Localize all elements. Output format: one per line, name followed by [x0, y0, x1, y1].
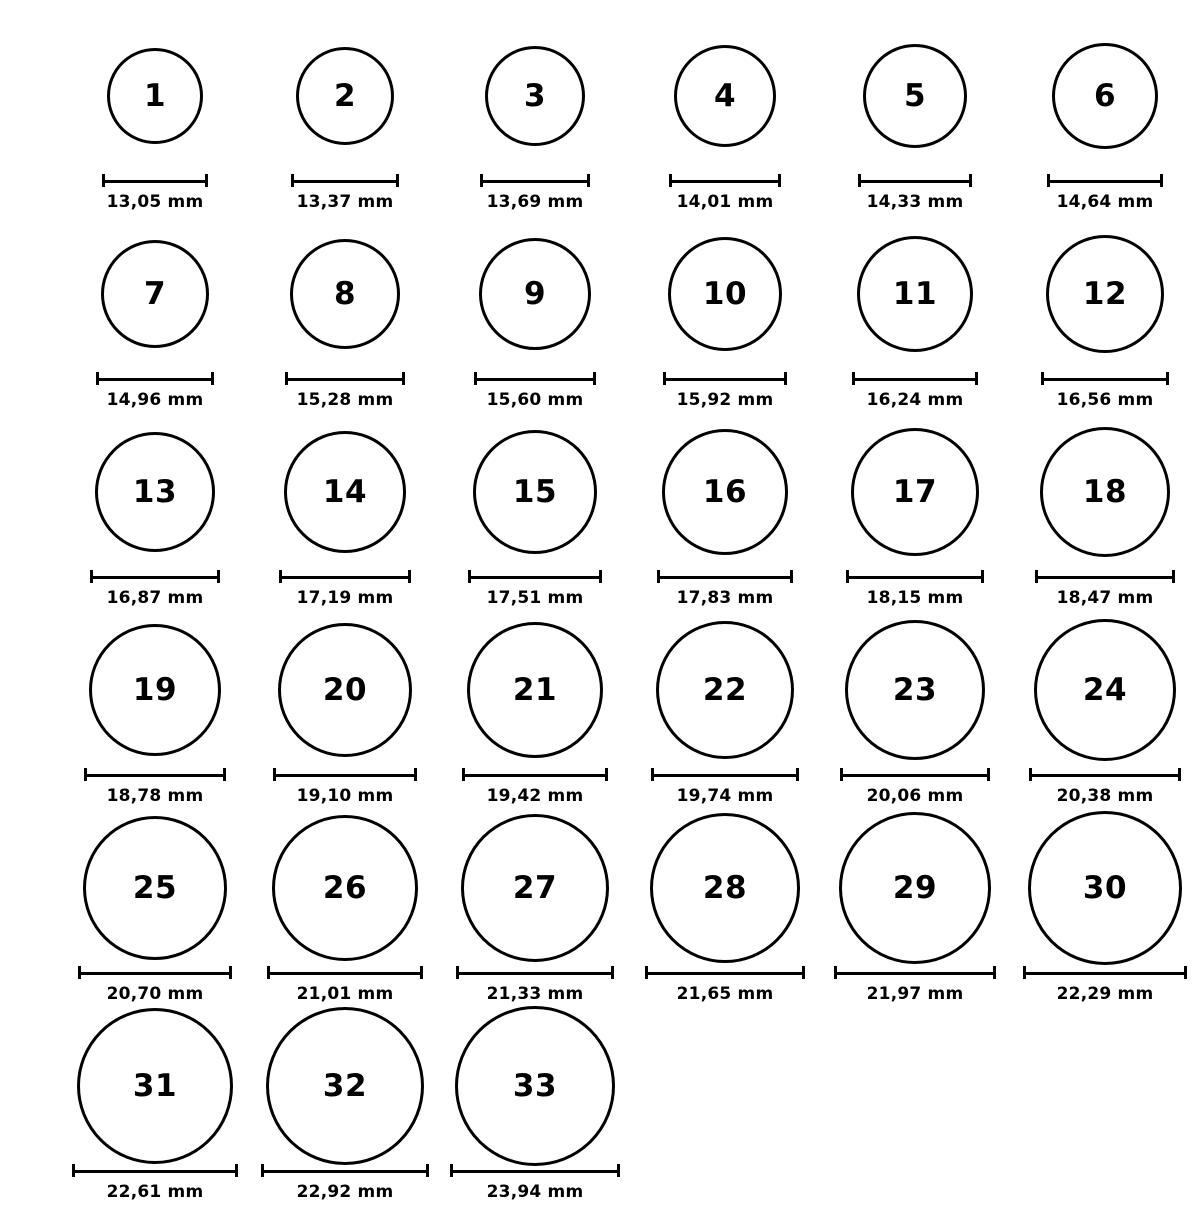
- ring-size-number: 2: [333, 77, 357, 114]
- diameter-measure-bar: [468, 570, 602, 582]
- ring-circle: [455, 1006, 615, 1166]
- ring-size-grid: [60, 20, 1170, 1208]
- measure-tick-left-icon: [846, 570, 849, 583]
- ring-size-number: 27: [512, 869, 558, 906]
- ring-circle-wrap: [250, 1010, 440, 1162]
- ring-size-cell: [630, 20, 820, 218]
- ring-circle-wrap: [60, 20, 250, 172]
- ring-circle: [89, 624, 221, 756]
- ring-circle: [296, 47, 394, 145]
- measure-tick-right-icon: [1178, 768, 1181, 781]
- ring-diameter-label: 15,28 mm: [296, 390, 394, 410]
- ring-diameter-label: 18,47 mm: [1056, 588, 1154, 608]
- ring-circle-wrap: [60, 416, 250, 568]
- diameter-measure-bar: [450, 1164, 620, 1176]
- ring-circle-wrap: [1010, 614, 1200, 766]
- ring-diameter-label: 18,78 mm: [106, 786, 204, 806]
- ring-size-cell: [820, 218, 1010, 416]
- ring-size-cell: [440, 1010, 630, 1208]
- ring-size-number: 32: [322, 1067, 368, 1104]
- measure-tick-right-icon: [778, 174, 781, 187]
- ring-size-number: 7: [143, 275, 167, 312]
- measure-tick-left-icon: [291, 174, 294, 187]
- ring-diameter-label: 16,87 mm: [106, 588, 204, 608]
- ring-size-number: 19: [132, 671, 178, 708]
- ring-diameter-label: 17,19 mm: [296, 588, 394, 608]
- measure-tick-left-icon: [858, 174, 861, 187]
- ring-circle: [485, 46, 585, 146]
- measure-tick-left-icon: [102, 174, 105, 187]
- ring-size-number: 31: [132, 1067, 178, 1104]
- measure-tick-right-icon: [802, 966, 805, 979]
- ring-size-number: 20: [322, 671, 368, 708]
- ring-diameter-label: 21,33 mm: [486, 984, 584, 1004]
- ring-circle: [278, 623, 412, 757]
- measure-tick-right-icon: [796, 768, 799, 781]
- ring-size-number: 25: [132, 869, 178, 906]
- ring-size-cell: [60, 416, 250, 614]
- ring-diameter-label: 21,01 mm: [296, 984, 394, 1004]
- ring-size-cell: [60, 20, 250, 218]
- ring-diameter-label: 20,06 mm: [866, 786, 964, 806]
- measure-tick-left-icon: [480, 174, 483, 187]
- ring-size-cell: [820, 614, 1010, 812]
- ring-circle-wrap: [1010, 812, 1200, 964]
- measure-tick-right-icon: [402, 372, 405, 385]
- ring-circle: [845, 620, 985, 760]
- ring-size-cell: [820, 812, 1010, 1010]
- diameter-measure-bar: [462, 768, 608, 780]
- ring-size-cell: [440, 812, 630, 1010]
- ring-size-number: 4: [713, 77, 737, 114]
- diameter-measure-bar: [669, 174, 781, 186]
- ring-diameter-label: 16,24 mm: [866, 390, 964, 410]
- ring-size-cell: [630, 614, 820, 812]
- ring-diameter-label: 19,42 mm: [486, 786, 584, 806]
- measure-tick-right-icon: [205, 174, 208, 187]
- diameter-measure-bar: [90, 570, 220, 582]
- ring-circle: [863, 44, 967, 148]
- measure-tick-left-icon: [1029, 768, 1032, 781]
- measure-tick-right-icon: [1184, 966, 1187, 979]
- diameter-measure-bar: [858, 174, 972, 186]
- ring-diameter-label: 20,38 mm: [1056, 786, 1154, 806]
- ring-circle-wrap: [440, 1010, 630, 1162]
- ring-circle-wrap: [1010, 416, 1200, 568]
- ring-diameter-label: 14,64 mm: [1056, 192, 1154, 212]
- measure-tick-right-icon: [414, 768, 417, 781]
- ring-diameter-label: 17,51 mm: [486, 588, 584, 608]
- ring-diameter-label: 15,92 mm: [676, 390, 774, 410]
- diameter-measure-bar: [291, 174, 399, 186]
- ring-circle: [656, 621, 794, 759]
- ring-size-cell: [60, 614, 250, 812]
- ring-circle: [1046, 235, 1164, 353]
- ring-size-number: 9: [523, 275, 547, 312]
- ring-size-cell: [1010, 812, 1200, 1010]
- measure-tick-right-icon: [593, 372, 596, 385]
- diameter-measure-bar: [657, 570, 793, 582]
- ring-circle: [272, 815, 418, 961]
- ring-diameter-label: 13,05 mm: [106, 192, 204, 212]
- ring-circle-wrap: [250, 20, 440, 172]
- ring-circle: [77, 1008, 233, 1164]
- diameter-measure-bar: [1041, 372, 1169, 384]
- ring-size-number: 29: [892, 869, 938, 906]
- ring-size-cell: [60, 218, 250, 416]
- ring-size-cell: [1010, 218, 1200, 416]
- ring-size-cell: [250, 1010, 440, 1208]
- ring-circle-wrap: [630, 614, 820, 766]
- ring-circle: [461, 814, 609, 962]
- ring-size-cell: [60, 1010, 250, 1208]
- measure-tick-left-icon: [1041, 372, 1044, 385]
- measure-tick-left-icon: [663, 372, 666, 385]
- ring-diameter-label: 15,60 mm: [486, 390, 584, 410]
- diameter-measure-bar: [480, 174, 590, 186]
- measure-tick-left-icon: [273, 768, 276, 781]
- ring-diameter-label: 23,94 mm: [486, 1182, 584, 1202]
- ring-size-number: 21: [512, 671, 558, 708]
- ring-size-cell: [440, 20, 630, 218]
- ring-size-cell: [820, 416, 1010, 614]
- measure-tick-left-icon: [1047, 174, 1050, 187]
- ring-circle: [1040, 427, 1170, 557]
- ring-size-cell: [630, 218, 820, 416]
- ring-size-number: 26: [322, 869, 368, 906]
- measure-tick-right-icon: [229, 966, 232, 979]
- ring-circle-wrap: [1010, 20, 1200, 172]
- ring-size-cell: [440, 614, 630, 812]
- ring-circle-wrap: [440, 218, 630, 370]
- diameter-measure-bar: [651, 768, 799, 780]
- ring-circle-wrap: [630, 812, 820, 964]
- measure-tick-left-icon: [657, 570, 660, 583]
- measure-tick-left-icon: [84, 768, 87, 781]
- ring-circle-wrap: [1010, 218, 1200, 370]
- ring-diameter-label: 14,01 mm: [676, 192, 774, 212]
- diameter-measure-bar: [1023, 966, 1187, 978]
- measure-tick-right-icon: [975, 372, 978, 385]
- ring-diameter-label: 19,10 mm: [296, 786, 394, 806]
- ring-size-cell: [250, 218, 440, 416]
- measure-tick-left-icon: [468, 570, 471, 583]
- ring-circle: [95, 432, 215, 552]
- ring-circle: [650, 813, 800, 963]
- measure-tick-left-icon: [852, 372, 855, 385]
- ring-size-cell: [630, 812, 820, 1010]
- ring-circle: [668, 237, 782, 351]
- ring-diameter-label: 22,92 mm: [296, 1182, 394, 1202]
- ring-circle: [1028, 811, 1182, 965]
- ring-size-number: 14: [322, 473, 368, 510]
- measure-tick-right-icon: [1160, 174, 1163, 187]
- ring-circle: [101, 240, 209, 348]
- diameter-measure-bar: [645, 966, 805, 978]
- measure-tick-left-icon: [669, 174, 672, 187]
- ring-circle: [674, 45, 776, 147]
- diameter-measure-bar: [834, 966, 996, 978]
- measure-tick-left-icon: [840, 768, 843, 781]
- ring-size-cell: [1010, 20, 1200, 218]
- ring-diameter-label: 13,69 mm: [486, 192, 584, 212]
- diameter-measure-bar: [267, 966, 423, 978]
- measure-tick-right-icon: [408, 570, 411, 583]
- ring-size-cell: [250, 20, 440, 218]
- ring-size-number: 6: [1093, 77, 1117, 114]
- ring-size-number: 23: [892, 671, 938, 708]
- diameter-measure-bar: [102, 174, 208, 186]
- ring-size-number: 3: [523, 77, 547, 114]
- ring-circle-wrap: [820, 20, 1010, 172]
- measure-tick-right-icon: [420, 966, 423, 979]
- diameter-measure-bar: [1035, 570, 1175, 582]
- ring-diameter-label: 17,83 mm: [676, 588, 774, 608]
- measure-tick-right-icon: [426, 1164, 429, 1177]
- diameter-measure-bar: [279, 570, 411, 582]
- ring-diameter-label: 21,97 mm: [866, 984, 964, 1004]
- measure-tick-left-icon: [78, 966, 81, 979]
- measure-tick-left-icon: [279, 570, 282, 583]
- ring-size-number: 18: [1082, 473, 1128, 510]
- measure-tick-right-icon: [981, 570, 984, 583]
- ring-circle: [851, 428, 979, 556]
- ring-circle-wrap: [60, 812, 250, 964]
- measure-tick-right-icon: [790, 570, 793, 583]
- measure-tick-right-icon: [599, 570, 602, 583]
- diameter-measure-bar: [663, 372, 787, 384]
- ring-circle: [839, 812, 991, 964]
- ring-circle: [1034, 619, 1176, 761]
- ring-size-number: 24: [1082, 671, 1128, 708]
- ring-circle: [662, 429, 788, 555]
- ring-circle-wrap: [630, 218, 820, 370]
- ring-size-number: 22: [702, 671, 748, 708]
- ring-circle-wrap: [250, 614, 440, 766]
- ring-size-number: 17: [892, 473, 938, 510]
- measure-tick-right-icon: [587, 174, 590, 187]
- measure-tick-right-icon: [223, 768, 226, 781]
- diameter-measure-bar: [273, 768, 417, 780]
- ring-size-cell: [630, 416, 820, 614]
- diameter-measure-bar: [261, 1164, 429, 1176]
- ring-diameter-label: 19,74 mm: [676, 786, 774, 806]
- ring-circle: [467, 622, 603, 758]
- ring-circle: [284, 431, 406, 553]
- ring-circle: [83, 816, 227, 960]
- ring-size-cell: [440, 218, 630, 416]
- ring-diameter-label: 22,29 mm: [1056, 984, 1154, 1004]
- ring-circle: [290, 239, 400, 349]
- measure-tick-right-icon: [1166, 372, 1169, 385]
- measure-tick-right-icon: [605, 768, 608, 781]
- measure-tick-left-icon: [72, 1164, 75, 1177]
- measure-tick-left-icon: [1023, 966, 1026, 979]
- ring-diameter-label: 22,61 mm: [106, 1182, 204, 1202]
- ring-circle-wrap: [820, 812, 1010, 964]
- measure-tick-left-icon: [456, 966, 459, 979]
- ring-circle-wrap: [60, 614, 250, 766]
- ring-size-number: 33: [512, 1067, 558, 1104]
- diameter-measure-bar: [285, 372, 405, 384]
- ring-size-cell: [440, 416, 630, 614]
- measure-tick-right-icon: [1172, 570, 1175, 583]
- measure-tick-left-icon: [462, 768, 465, 781]
- ring-circle-wrap: [440, 614, 630, 766]
- measure-tick-right-icon: [217, 570, 220, 583]
- measure-tick-left-icon: [834, 966, 837, 979]
- diameter-measure-bar: [456, 966, 614, 978]
- ring-circle-wrap: [250, 416, 440, 568]
- measure-tick-right-icon: [993, 966, 996, 979]
- measure-tick-right-icon: [211, 372, 214, 385]
- ring-circle: [266, 1007, 424, 1165]
- measure-tick-right-icon: [987, 768, 990, 781]
- ring-size-number: 5: [903, 77, 927, 114]
- ring-circle-wrap: [60, 218, 250, 370]
- diameter-measure-bar: [84, 768, 226, 780]
- ring-diameter-label: 16,56 mm: [1056, 390, 1154, 410]
- ring-size-number: 16: [702, 473, 748, 510]
- ring-diameter-label: 20,70 mm: [106, 984, 204, 1004]
- ring-size-number: 15: [512, 473, 558, 510]
- ring-circle-wrap: [250, 812, 440, 964]
- ring-circle: [857, 236, 973, 352]
- measure-tick-right-icon: [617, 1164, 620, 1177]
- ring-circle-wrap: [440, 812, 630, 964]
- ring-circle-wrap: [820, 416, 1010, 568]
- measure-tick-left-icon: [651, 768, 654, 781]
- measure-tick-right-icon: [235, 1164, 238, 1177]
- diameter-measure-bar: [78, 966, 232, 978]
- ring-circle: [1052, 43, 1158, 149]
- diameter-measure-bar: [852, 372, 978, 384]
- ring-size-cell: [250, 812, 440, 1010]
- ring-circle: [107, 48, 203, 144]
- measure-tick-left-icon: [96, 372, 99, 385]
- measure-tick-left-icon: [474, 372, 477, 385]
- ring-size-number: 30: [1082, 869, 1128, 906]
- ring-circle-wrap: [630, 416, 820, 568]
- ring-circle-wrap: [820, 218, 1010, 370]
- ring-circle-wrap: [60, 1010, 250, 1162]
- ring-size-number: 10: [702, 275, 748, 312]
- measure-tick-right-icon: [969, 174, 972, 187]
- ring-size-cell: [820, 20, 1010, 218]
- ring-size-number: 28: [702, 869, 748, 906]
- ring-size-number: 13: [132, 473, 178, 510]
- diameter-measure-bar: [840, 768, 990, 780]
- ring-diameter-label: 18,15 mm: [866, 588, 964, 608]
- measure-tick-left-icon: [261, 1164, 264, 1177]
- ring-size-cell: [60, 812, 250, 1010]
- diameter-measure-bar: [96, 372, 214, 384]
- diameter-measure-bar: [846, 570, 984, 582]
- measure-tick-left-icon: [645, 966, 648, 979]
- ring-diameter-label: 13,37 mm: [296, 192, 394, 212]
- measure-tick-left-icon: [90, 570, 93, 583]
- ring-circle-wrap: [630, 20, 820, 172]
- measure-tick-right-icon: [396, 174, 399, 187]
- ring-circle-wrap: [820, 614, 1010, 766]
- ring-size-number: 1: [143, 77, 167, 114]
- ring-circle-wrap: [440, 416, 630, 568]
- ring-diameter-label: 14,96 mm: [106, 390, 204, 410]
- measure-tick-left-icon: [285, 372, 288, 385]
- ring-circle: [479, 238, 591, 350]
- diameter-measure-bar: [72, 1164, 238, 1176]
- ring-size-number: 12: [1082, 275, 1128, 312]
- ring-circle-wrap: [440, 20, 630, 172]
- ring-circle-wrap: [250, 218, 440, 370]
- measure-tick-right-icon: [611, 966, 614, 979]
- ring-size-number: 8: [333, 275, 357, 312]
- diameter-measure-bar: [1047, 174, 1163, 186]
- ring-size-cell: [250, 614, 440, 812]
- diameter-measure-bar: [1029, 768, 1181, 780]
- ring-circle: [473, 430, 597, 554]
- ring-diameter-label: 21,65 mm: [676, 984, 774, 1004]
- measure-tick-left-icon: [267, 966, 270, 979]
- diameter-measure-bar: [474, 372, 596, 384]
- ring-size-cell: [250, 416, 440, 614]
- measure-tick-right-icon: [784, 372, 787, 385]
- ring-size-cell: [1010, 614, 1200, 812]
- measure-tick-left-icon: [1035, 570, 1038, 583]
- measure-tick-left-icon: [450, 1164, 453, 1177]
- ring-size-number: 11: [892, 275, 938, 312]
- ring-size-cell: [1010, 416, 1200, 614]
- ring-diameter-label: 14,33 mm: [866, 192, 964, 212]
